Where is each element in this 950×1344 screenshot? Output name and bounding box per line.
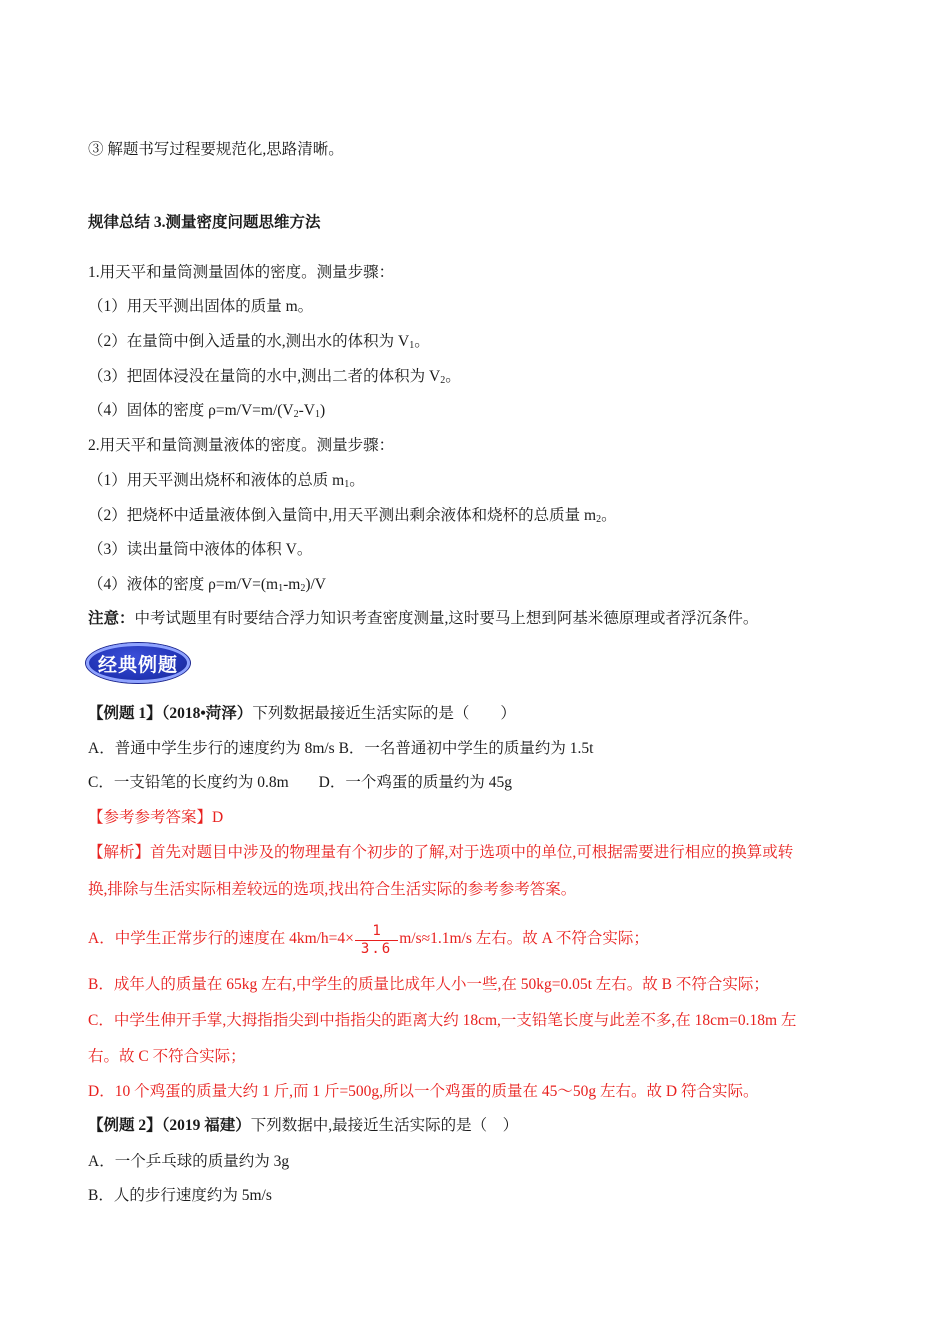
solid-step-3: （3）把固体浸没在量筒的水中,测出二者的体积为 $V_2$。 <box>88 368 461 386</box>
example-1-options-ab: A．普通中学生步行的速度约为 8m/s B．一名普通初中学生的质量约为 1.5t <box>88 740 594 757</box>
example-2-question: 【例题 2】（2019 福建）下列数据中,最接近生活实际的是（ ） <box>88 1117 519 1134</box>
reference-answer: 【参考参考答案】D <box>88 809 224 826</box>
solid-step-2: （2）在量筒中倒入适量的水,测出水的体积为 $V_1$。 <box>88 333 430 351</box>
analysis-option-d: D．10 个鸡蛋的质量大约 1 斤,而 1 斤=500g,所以一个鸡蛋的质量在 45～50g 左右。故 D 符合实际。 <box>88 1083 759 1100</box>
example-1-label: 【例题 1】（2018•菏泽） <box>88 705 253 722</box>
fraction: $\frac{1}{3.6}$ <box>355 923 398 958</box>
analysis-option-b: B．成年人的质量在 65kg 左右,中学生的质量比成年人小一些,在 50kg=0.05t 左右。故 B 不符合实际； <box>88 976 769 993</box>
analysis-option-c-line-2: 右。故 C 不符合实际； <box>88 1048 246 1065</box>
solid-step-4-formula: （4）固体的密度 $\rho=m/V=m/(V_2-V_1)$ <box>88 402 326 420</box>
liquid-step-2: （2）把烧杯中适量液体倒入量筒中,用天平测出剩余液体和烧杯的总质量 $m_2$。 <box>88 507 617 525</box>
classic-examples-badge: 经典例题 <box>86 643 190 683</box>
analysis-option-c-line-1: C．中学生伸开手掌,大拇指指尖到中指指尖的距离大约 18cm,一支铅笔长度与此差不多,在 18cm=0.18m 左 <box>88 1012 797 1029</box>
example-2-option-b: B．人的步行速度约为 5m/s <box>88 1187 272 1204</box>
analysis-line-1: 【解析】首先对题目中涉及的物理量有个初步的了解,对于选项中的单位,可根据需要进行相应的换算或转 <box>88 844 794 861</box>
liquid-step-3: （3）读出量筒中液体的体积 V。 <box>88 541 313 558</box>
attention-note: 注意：中考试题里有时要结合浮力知识考查密度测量,这时要马上想到阿基米德原理或者浮沉条件。 <box>88 610 759 627</box>
solid-density-title: 1.用天平和量筒测量固体的密度。测量步骤： <box>88 264 395 281</box>
step-3-note: ③ 解题书写过程要规范化,思路清晰。 <box>88 141 344 158</box>
liquid-density-title: 2.用天平和量筒测量液体的密度。测量步骤： <box>88 437 395 454</box>
analysis-option-a: A．中学生正常步行的速度在 4km/h=4× $\frac{1}{3.6}$ m/s≈1.1m/s 左右。故 A 不符合实际； <box>88 923 649 957</box>
example-1-options-cd: C．一支铅笔的长度约为 0.8m D．一个鸡蛋的质量约为 45g <box>88 774 512 791</box>
liquid-step-1: （1）用天平测出烧杯和液体的总质 $m_1$。 <box>88 472 365 490</box>
example-1-question: 【例题 1】（2018•菏泽）下列数据最接近生活实际的是（ ） <box>88 705 516 722</box>
liquid-step-4-formula: （4）液体的密度 $\rho=m/V=(m_1-m_2)/V$ <box>88 576 327 594</box>
example-2-option-a: A．一个乒乓球的质量约为 3g <box>88 1153 290 1170</box>
example-2-label: 【例题 2】（2019 福建） <box>88 1117 251 1134</box>
section-heading: 规律总结 3.测量密度问题思维方法 <box>88 214 321 231</box>
solid-step-1: （1）用天平测出固体的质量 m。 <box>88 298 314 315</box>
analysis-line-2: 换,排除与生活实际相差较远的选项,找出符合生活实际的参考参考答案。 <box>88 881 577 898</box>
attention-label: 注意： <box>88 610 135 627</box>
